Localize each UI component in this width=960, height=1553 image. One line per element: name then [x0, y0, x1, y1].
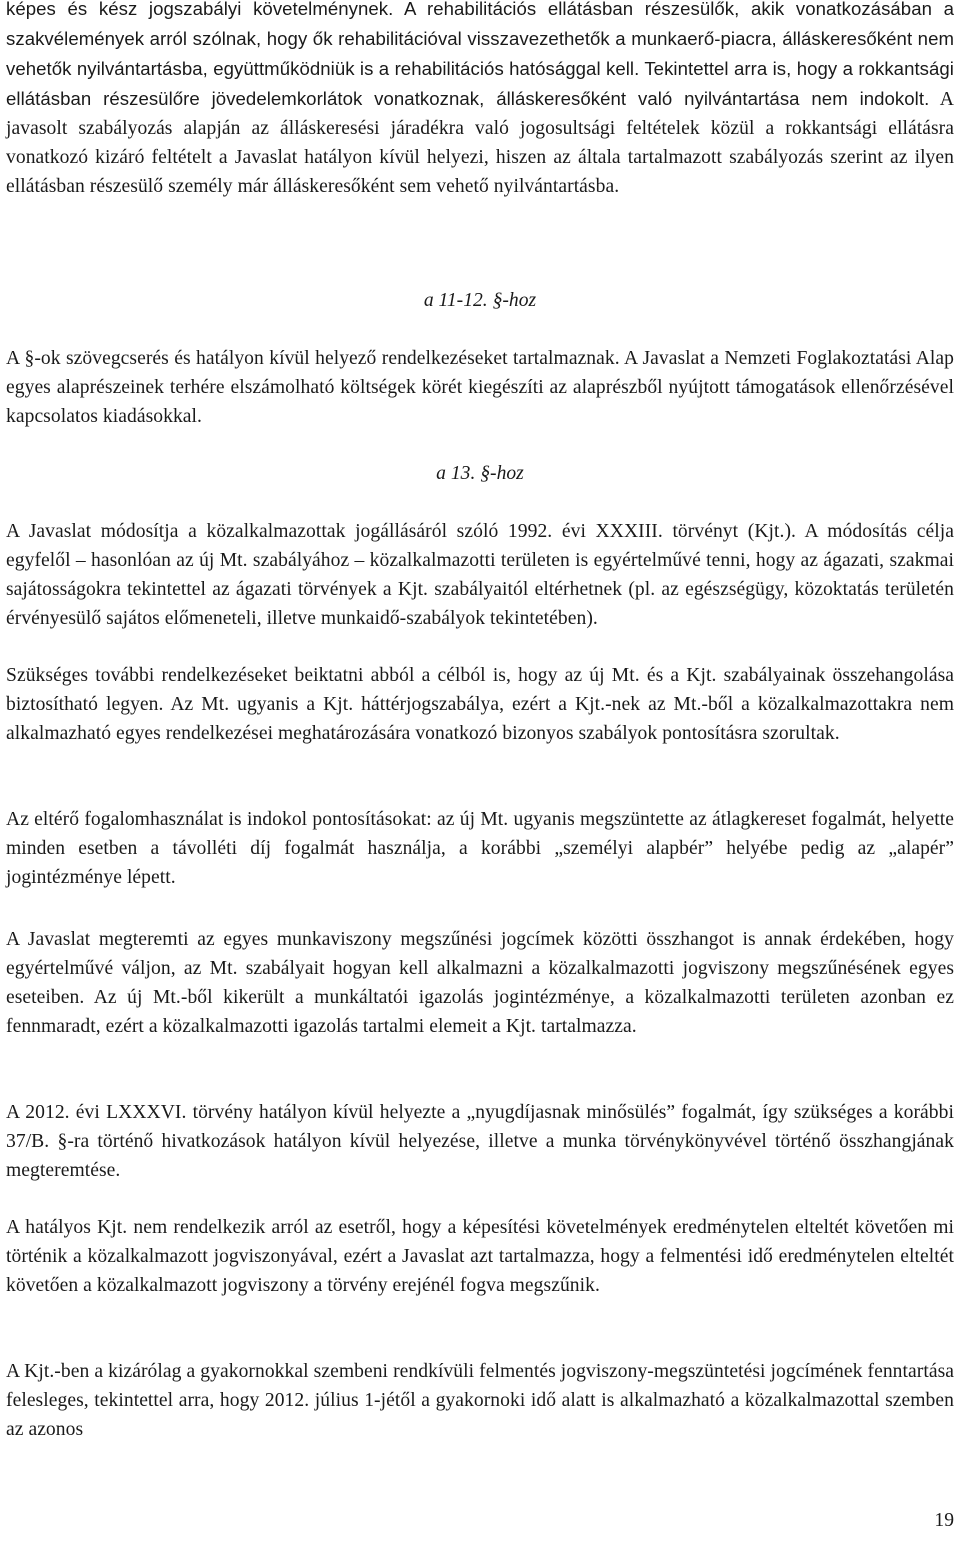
paragraph-11-12: A §-ok szövegcserés és hatályon kívül helyező rendelkezéseket tartalmaznak. A Javaslat a Nemzeti Foglakoztatási Alap egyes alaprészeinek terhére elszámolható költségek körét kiegészíti az alaprészből nyújtott támogatások ellenőrzésével kapcsolatos kiadásokkal. [6, 348, 954, 427]
paragraph-pensioner-status: A 2012. évi LXXXVI. törvény hatályon kívül helyezte a „nyugdíjasnak minősülés” fogalmát, így szükséges a korábbi 37/B. §-ra történő hivatkozások hatályon kívül helyezése, illetve a munka törvénykönyvével történő összhangjának megteremtése. [6, 1102, 954, 1181]
paragraph-qualification-requirements: A hatályos Kjt. nem rendelkezik arról az esetről, hogy a képesítési követelmények eredménytelen elteltét követően mi történik a közalkalmazott jogviszonyával, ezért a Javaslat azt tartalmazza, hogy a felmentési idő eredménytelen elteltét követően a közalkalmazott jogviszony a törvény erejénél fogva megszűnik. [6, 1217, 954, 1296]
paragraph-trainee-dismissal: A Kjt.-ben a kizárólag a gyakornokkal szembeni rendkívüli felmentés jogviszony-megszüntetési jogcímének fenntartása felesleges, tekintettel arra, hogy 2012. július 1-jétől a gyakornoki idő alatt is alkalmazható a közalkalmazottal szemben az azonos [6, 1361, 954, 1440]
paragraph-rehabilitation-serif-part: A javasolt szabályozás alapján az álláskeresési járadékra való jogosultsági feltételek közül a rokkantsági ellátásra vonatkozó kizáró feltételt a Javaslat hatályon kívül helyezi, hiszen az általa tartalmazott szabályozás szerint az ilyen ellátásban részesülő személy már álláskeresőként sem vehető nyilvántartásba. [6, 89, 954, 197]
paragraph-13-harmonisation: Szükséges további rendelkezéseket beiktatni abból a célból is, hogy az új Mt. és a Kjt. szabályainak összehangolása biztosítható legyen. Az Mt. ugyanis a Kjt. háttérjogszabálya, ezért a Kjt.-nek az Mt.-ből a közalkalmazottakra nem alkalmazható egyes rendelkezései meghatározására vonatkozó bizonyos szabályok pontosításra szorultak. [6, 665, 954, 744]
paragraph-terminology: Az eltérő fogalomhasználat is indokol pontosításokat: az új Mt. ugyanis megszüntette az átlagkereset fogalmát, helyette minden esetben a távolléti díj fogalmát használja, a korábbi „személyi alapbér” helyébe pedig az „alapér” jogintézménye lépett. [6, 809, 954, 888]
page-number: 19 [934, 1510, 954, 1531]
paragraph-termination-grounds: A Javaslat megteremti az egyes munkaviszony megszűnési jogcímek közötti összhangot is annak érdekében, hogy egyértelművé váljon, az Mt. szabályait hogyan kell alkalmazni a közalkalmazotti jogviszony megszűnésének egyes eseteiben. Az új Mt.-ből kikerült a munkáltatói igazolás jogintézménye, a közalkalmazotti területen azonban ez fennmaradt, ezért a közalkalmazotti igazolás tartalmi elemeit a Kjt. tartalmazza. [6, 929, 954, 1037]
paragraph-rehabilitation-sans-part: képes és kész jogszabályi követelménynek. A rehabilitációs ellátásban részesülők, akik vonatkozásában a szakvélemények arról szólnak, hogy ők rehabilitációval visszavezethetők a munkaerő-piacra, álláskeresőként nem vehetők nyilvántartásba, együttműködniük is a rehabilitációs hatósággal kell. Tekintettel arra is, hogy a rokkantsági ellátásban részesülőre jövedelemkorlátok vonatkoznak, álláskeresőként való nyilvántartása nem indokolt. [6, 0, 954, 109]
paragraph-13-kjt-amendment: A Javaslat módosítja a közalkalmazottak jogállásáról szóló 1992. évi XXXIII. törvényt (Kjt.). A módosítás célja egyfelől – hasonlóan az új Mt. szabályához – közalkalmazotti területen is egyértelművé tenni, hogy az ágazati, szakmai sajátosságokra tekintettel az ágazati törvények a Kjt. szabályaitól eltérhetnek (pl. az egészségügy, közoktatás területén érvényesülő sajátos előmeneteli, illetve munkaidő-szabályok tekintetében). [6, 521, 954, 629]
section-heading-13: a 13. §-hoz [436, 463, 524, 484]
section-heading-11-12: a 11-12. §-hoz [423, 290, 537, 311]
paragraph-rehabilitation [6, 0, 954, 201]
